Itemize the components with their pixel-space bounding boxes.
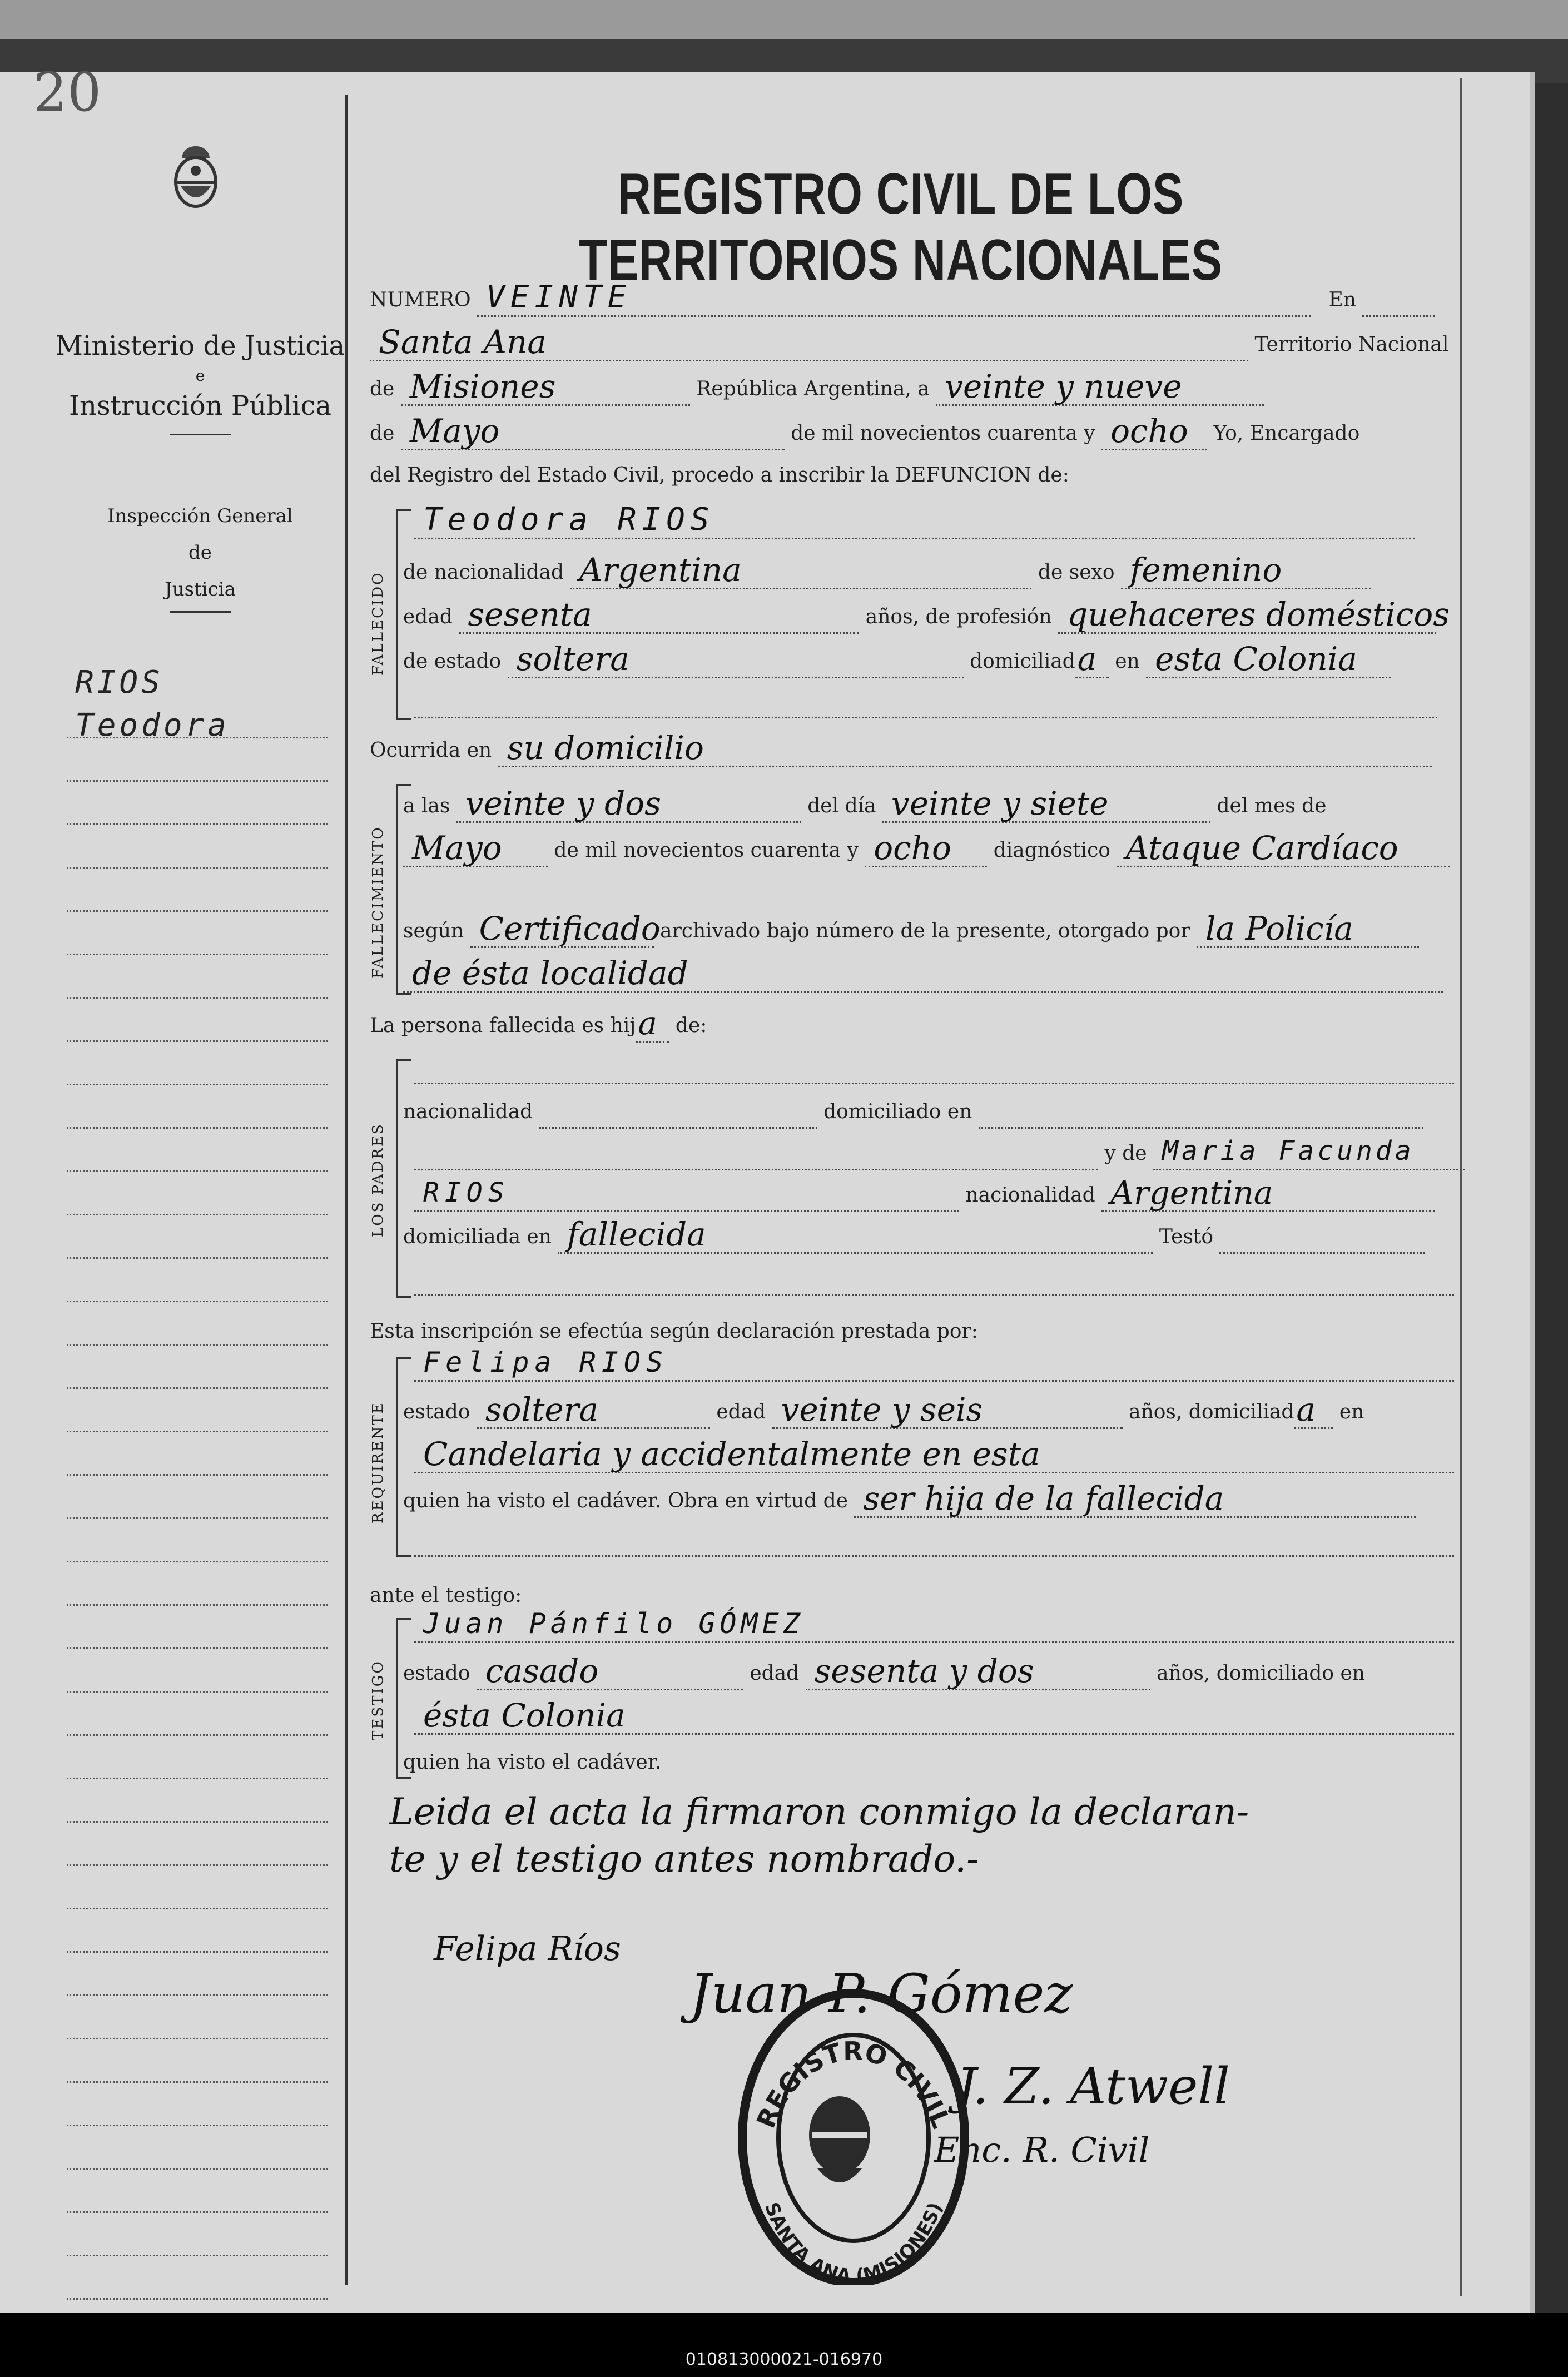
- domicilio-field: [1146, 640, 1391, 678]
- numero-label: NUMERO: [370, 289, 471, 311]
- hora-field: [456, 785, 801, 823]
- fallecimiento-line-1: [403, 785, 1490, 823]
- fallecido-line-2: [403, 551, 1490, 589]
- requirente-line-1: [414, 1348, 1501, 1382]
- requirente-domiciliad-suffix-value: a: [1296, 1391, 1316, 1428]
- anio-value: ocho: [874, 829, 951, 867]
- hijo-suffix-value: a: [638, 1004, 658, 1042]
- requirente-edad-field: [772, 1391, 1123, 1429]
- otorgado-value: la Policía: [1205, 910, 1353, 947]
- requirente-domicilio-value: Candelaria y accidentalmente en esta: [423, 1435, 1040, 1473]
- hijo-line: [370, 1004, 1457, 1043]
- edad-value: sesenta: [468, 596, 592, 633]
- padres-line-4: [414, 1174, 1501, 1212]
- deceased-name-field: [414, 502, 1415, 539]
- territory-value: Misiones: [409, 368, 556, 405]
- padre-nacionalidad-field: [539, 1102, 817, 1129]
- domiciliad-suffix-value: a: [1077, 640, 1097, 678]
- testigo-bracket: [396, 1618, 398, 1779]
- inspection-line-1: Inspección General: [107, 505, 293, 527]
- requirente-en-label: en: [1339, 1401, 1364, 1423]
- sexo-value: femenino: [1129, 551, 1282, 589]
- closing-line-2: te y el testigo antes nombrado.-: [389, 1838, 979, 1880]
- en-label-2: en: [1115, 650, 1140, 673]
- year-value: ocho: [1110, 412, 1188, 450]
- testigo-estado-label: estado: [403, 1662, 470, 1685]
- madre-name-value: Maria Facunda: [1162, 1135, 1415, 1167]
- de-label: de: [370, 378, 395, 400]
- requirente-virtud-field: [854, 1480, 1416, 1518]
- ocurrida-label: Ocurrida en: [370, 739, 492, 762]
- ministry-heading: [44, 328, 356, 445]
- padres-line-5: [403, 1215, 1490, 1254]
- requirente-edad-value: veinte y seis: [781, 1391, 983, 1428]
- day-field: [936, 368, 1264, 406]
- month-value: Mayo: [409, 412, 500, 450]
- hijo-de-label: de:: [675, 1014, 707, 1037]
- padre-domiciliado-label: domiciliado en: [823, 1100, 972, 1123]
- requirente-virtud-value: ser hija de la fallecida: [863, 1480, 1224, 1517]
- day-value: veinte y nueve: [945, 368, 1182, 405]
- numero-field: [477, 279, 1311, 317]
- requirente-name-value: Felipa RIOS: [423, 1346, 669, 1378]
- requirente-cadaver-label: quien ha visto el cadáver. Obra en virtud de: [403, 1490, 848, 1512]
- territory-field: [401, 368, 690, 406]
- testigo-name-value: Juan Pánfilo GÓMEZ: [423, 1607, 805, 1640]
- year-label: de mil novecientos cuarenta y: [791, 422, 1095, 445]
- documento-field: [470, 910, 661, 948]
- testigo-name-field: [414, 1607, 1454, 1643]
- hijo-suffix-field: [636, 1004, 669, 1043]
- edad-label: edad: [403, 606, 453, 628]
- stamp-top-text: REGISTRO CIVIL: [751, 2036, 956, 2132]
- testigo-side-label: TESTIGO: [370, 1660, 386, 1740]
- padres-line-2: [403, 1095, 1490, 1129]
- fallecido-side-label: FALLECIDO: [370, 571, 386, 676]
- page-title: REGISTRO CIVIL DE LOS TERRITORIOS NACIONALES: [579, 162, 1223, 292]
- fallecimiento-line-2: [403, 829, 1490, 867]
- testigo-edad-label: edad: [750, 1662, 800, 1685]
- requirente-estado-value: soltera: [485, 1391, 599, 1428]
- y-de-label: y de: [1104, 1142, 1147, 1165]
- testo-label: Testó: [1159, 1225, 1214, 1248]
- segun-label: según: [403, 920, 464, 942]
- place-field: [370, 323, 1248, 361]
- profesion-label: años, de profesión: [865, 606, 1052, 628]
- fallecido-extra-field: [414, 692, 1437, 718]
- intro-line-2: [370, 323, 1457, 361]
- requirente-domiciliad-label: años, domiciliad: [1129, 1401, 1294, 1423]
- testigo-line-4: [403, 1746, 1490, 1779]
- en-label: En: [1328, 289, 1356, 311]
- profesion-field: [1058, 596, 1450, 634]
- nacionalidad-field: [570, 551, 1031, 589]
- testo-field: [1219, 1227, 1425, 1254]
- page-number: 20: [33, 61, 102, 123]
- padre-domicilio-field: [979, 1102, 1423, 1129]
- testigo-line-1: [414, 1607, 1501, 1643]
- intro-line-3: [370, 368, 1457, 406]
- intro-line-5: [370, 459, 1457, 492]
- hijo-label: La persona fallecida es hij: [370, 1014, 636, 1037]
- padre-nacionalidad-label: nacionalidad: [403, 1100, 533, 1123]
- madre-nacionalidad-field: [1101, 1174, 1435, 1212]
- profesion-value: quehaceres domésticos: [1067, 596, 1450, 633]
- diagnostico-value: Ataque Cardíaco: [1125, 829, 1398, 867]
- margin-surname: RIOS: [75, 664, 163, 701]
- declarante-signature: Felipa Ríos: [434, 1929, 621, 1968]
- testigo-edad-value: sesenta y dos: [814, 1652, 1034, 1690]
- madre-domicilio-field: [558, 1215, 1153, 1254]
- margin-dotted-lines: [67, 695, 328, 2300]
- nacionalidad-value: Argentina: [579, 551, 742, 589]
- image-code: 010813000021-016970: [685, 2350, 883, 2369]
- declaracion-line: [370, 1315, 1457, 1348]
- sexo-field: [1121, 551, 1371, 589]
- book-cover-edge: [0, 0, 1568, 39]
- testigo-line-2: [403, 1652, 1490, 1690]
- ocurrida-value: su domicilio: [507, 729, 704, 767]
- encargado-label: Yo, Encargado: [1213, 422, 1360, 445]
- ministry-line-2: Instrucción Pública: [69, 390, 331, 421]
- testigo-estado-value: casado: [485, 1652, 599, 1690]
- stamp-bottom-text: SANTA ANA (MISIONES): [760, 2199, 947, 2285]
- intro-line-1: [370, 279, 1457, 317]
- inspection-heading: [44, 498, 356, 623]
- mes-field: [403, 829, 548, 867]
- fallecimiento-bracket: [396, 784, 398, 995]
- estado-label: de estado: [403, 650, 502, 673]
- requirente-domiciliad-suffix-field: [1294, 1391, 1333, 1429]
- padres-line-3: [414, 1137, 1501, 1170]
- testigo-intro-label: ante el testigo:: [370, 1584, 522, 1607]
- registry-stamp-icon: [734, 1985, 973, 2285]
- fallecido-line-5: [414, 685, 1501, 718]
- requirente-estado-field: [477, 1391, 710, 1429]
- requirente-bracket: [396, 1357, 398, 1557]
- a-las-label: a las: [403, 795, 450, 817]
- padres-line-1: [414, 1051, 1501, 1084]
- month-field: [401, 412, 785, 450]
- madre-name-field: [1153, 1135, 1465, 1170]
- hora-value: veinte y dos: [465, 785, 661, 822]
- padres-extra-field: [414, 1269, 1454, 1296]
- fallecimiento-line-4: [403, 954, 1490, 993]
- numero-value: VEINTE: [486, 279, 632, 315]
- madre-apellido-value: RIOS: [423, 1177, 510, 1208]
- domicilio-value: esta Colonia: [1155, 640, 1357, 678]
- del-mes-label: del mes de: [1217, 795, 1327, 817]
- closing-line-1: Leida el acta la firmaron conmigo la declaran-: [389, 1790, 1249, 1833]
- inspection-line-3: Justicia: [165, 578, 236, 601]
- en-field: [1362, 290, 1435, 317]
- declaracion-label: Esta inscripción se efectúa según declaración prestada por:: [370, 1320, 978, 1343]
- inspection-rule: [170, 611, 231, 613]
- padres-line-6: [414, 1262, 1501, 1296]
- de-label-2: de: [370, 422, 395, 445]
- del-dia-label: del día: [807, 795, 876, 817]
- padres-side-label: LOS PADRES: [370, 1123, 386, 1237]
- testigo-edad-field: [806, 1652, 1150, 1690]
- anio-label: de mil novecientos cuarenta y: [554, 839, 859, 862]
- fallecimiento-side-label: FALLECIMIENTO: [370, 826, 386, 979]
- estado-field: [508, 640, 964, 678]
- requirente-line-4: [403, 1480, 1490, 1518]
- documento-value: Certificado: [479, 910, 661, 947]
- ministry-conjunction: e: [195, 366, 205, 385]
- domiciliad-label: domiciliad: [970, 650, 1075, 673]
- padre-name-field: [414, 1058, 1454, 1084]
- testigo-signature: Juan P. Gómez: [689, 1963, 1073, 2025]
- diagnostico-label: diagnóstico: [993, 839, 1110, 862]
- margin-given-name: Teodora: [75, 707, 230, 743]
- mes-value: Mayo: [412, 829, 502, 867]
- requirente-extra-field: [414, 1530, 1454, 1557]
- anio-field: [865, 829, 987, 867]
- dia-field: [882, 785, 1210, 823]
- madre-apellido-field: [414, 1177, 959, 1212]
- madre-nacionalidad-value: Argentina: [1110, 1174, 1273, 1212]
- requirente-domicilio-field: [414, 1435, 1454, 1473]
- testigo-domiciliado-label: años, domiciliado en: [1157, 1662, 1365, 1685]
- fallecido-bracket: [396, 509, 398, 720]
- requirente-side-label: REQUIRENTE: [370, 1401, 386, 1524]
- testigo-domicilio-field: [414, 1696, 1454, 1735]
- fallecido-line-4: [403, 640, 1490, 678]
- encargado-signature: J. Z. Atwell: [956, 2057, 1230, 2116]
- requirente-line-2: [403, 1391, 1490, 1429]
- coat-of-arms-icon: [170, 142, 222, 214]
- testigo-estado-field: [477, 1652, 743, 1690]
- fallecido-line-3: [403, 596, 1490, 634]
- ministry-line-1: Ministerio de Justicia: [55, 330, 345, 361]
- padre-extra-field: [414, 1144, 1098, 1170]
- madre-nacionalidad-label: nacionalidad: [965, 1184, 1095, 1207]
- nacionalidad-label: de nacionalidad: [403, 561, 564, 584]
- estado-value: soltera: [516, 640, 629, 678]
- diagnostico-field: [1117, 829, 1450, 867]
- territorio-label: Territorio Nacional: [1254, 333, 1449, 356]
- requirente-line-5: [414, 1524, 1501, 1557]
- edad-field: [459, 596, 859, 634]
- deceased-name-value: Teodora RIOS: [423, 502, 715, 538]
- inscribir-label: del Registro del Estado Civil, procedo a inscribir la DEFUNCION de:: [370, 464, 1069, 487]
- sexo-label: de sexo: [1038, 561, 1115, 584]
- requirente-name-field: [414, 1346, 1454, 1382]
- fallecimiento-line-3: [403, 910, 1490, 948]
- archivado-label: archivado bajo número de la presente, otorgado por: [660, 920, 1190, 942]
- fallecido-line-1: [414, 502, 1501, 539]
- requirente-line-3: [414, 1435, 1501, 1473]
- encargado-title-signature: Enc. R. Civil: [934, 2130, 1150, 2170]
- testigo-cadaver-label: quien ha visto el cadáver.: [403, 1751, 662, 1774]
- otorgado-value-2: de ésta localidad: [412, 954, 688, 992]
- padres-bracket: [396, 1059, 398, 1298]
- ocurrida-field: [498, 729, 1432, 767]
- madre-domicilio-value: fallecida: [567, 1215, 706, 1253]
- ocurrida-line: [370, 729, 1457, 767]
- inspection-line-2: de: [188, 542, 212, 564]
- domiciliad-suffix-field: [1075, 640, 1109, 678]
- place-value: Santa Ana: [379, 323, 547, 361]
- year-field: [1101, 412, 1207, 450]
- testigo-line-3: [414, 1696, 1501, 1735]
- testigo-domicilio-value: ésta Colonia: [423, 1696, 626, 1734]
- dia-value: veinte y siete: [891, 785, 1109, 822]
- requirente-edad-label: edad: [716, 1401, 766, 1423]
- intro-line-4: [370, 412, 1457, 450]
- ministry-rule: [170, 434, 231, 435]
- book-binding: [0, 0, 1568, 83]
- republica-label: República Argentina, a: [696, 378, 930, 400]
- otorgado-field: [1197, 910, 1419, 948]
- requirente-estado-label: estado: [403, 1401, 470, 1423]
- madre-domiciliada-label: domiciliada en: [403, 1225, 552, 1248]
- otorgado-field-2: [403, 954, 1443, 993]
